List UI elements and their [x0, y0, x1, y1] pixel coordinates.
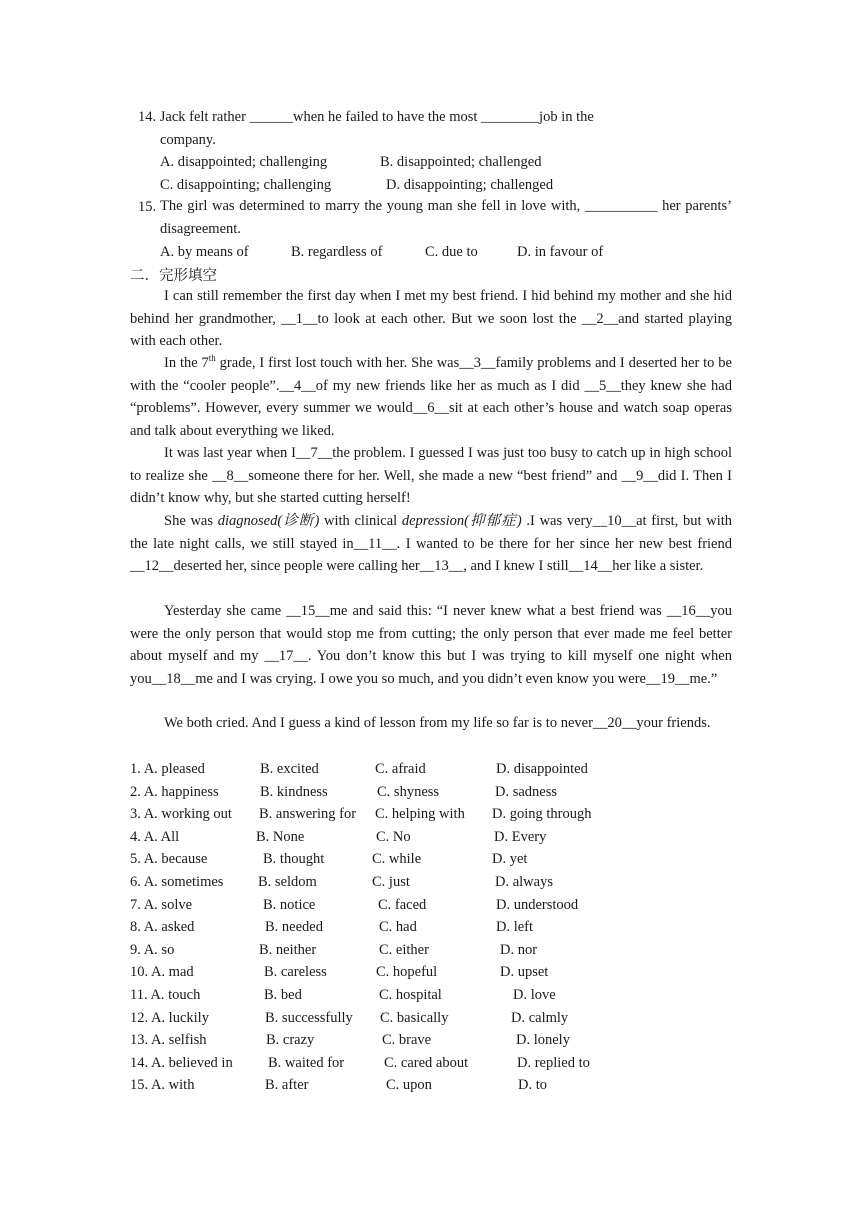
choice-option: 14. A. believed in: [130, 1054, 233, 1071]
choice-option: 6. A. sometimes: [130, 874, 224, 890]
choice-option: B. after: [265, 1077, 309, 1094]
choice-option: B. careless: [264, 964, 327, 981]
q14-stem-line1: 14. Jack felt rather ______when he failed to have the most ________job in the: [138, 109, 594, 125]
choice-option: C. had: [379, 919, 417, 936]
choice-row: [130, 851, 730, 873]
passage-paragraph-5: Yesterday she came __15__me and said this: “I never knew what a best friend was __16__you were the only person that would stop me from cutting; the only person that ever made me feel better about myself and my __17__. You don’t know this but I was trying to kill myself one night when you__18__me and I was crying. I owe you so much, and you didn’t even know you were__19__me.”: [130, 603, 732, 687]
choice-option: 9. A. so: [130, 941, 175, 958]
q15-option-b: B. regardless of: [291, 244, 383, 260]
choice-option: D. sadness: [495, 783, 558, 800]
q15-number: 15.: [138, 199, 157, 215]
choice-option: 7. A. solve: [130, 896, 193, 913]
q14-stem-line2: company.: [160, 132, 216, 148]
choice-option: B. seldom: [258, 874, 317, 890]
choice-option: 1. A. pleased: [130, 761, 205, 777]
choice-option: 11. A. touch: [130, 987, 201, 1003]
choice-option: D. calmly: [511, 1009, 569, 1026]
choice-row: [130, 1055, 730, 1077]
choice-option: D. always: [495, 874, 553, 890]
passage-paragraph-1: I can still remember the first day when I met my best friend. I hid behind my mother and she hid behind her grandmother, __1__to look at each other. But we soon lost the __2__and started playing with each other.: [130, 288, 732, 349]
choice-option: B. answering for: [259, 806, 357, 823]
choice-option: D. lonely: [516, 1032, 570, 1049]
choice-option: C. afraid: [375, 761, 426, 777]
choice-option: C. just: [372, 874, 410, 890]
choice-option: C. faced: [378, 896, 427, 913]
choice-option: C. while: [372, 851, 422, 868]
choice-option: 13. A. selfish: [130, 1032, 207, 1049]
choice-option: C. upon: [386, 1077, 432, 1094]
choice-row: [130, 987, 730, 1009]
choice-option: 3. A. working out: [130, 806, 232, 823]
choice-row: [130, 1077, 730, 1099]
choice-option: B. neither: [259, 941, 317, 958]
choice-option: D. yet: [492, 851, 528, 868]
choice-option: C. brave: [382, 1032, 432, 1049]
choice-option: B. notice: [263, 896, 316, 913]
choice-option: B. waited for: [268, 1054, 345, 1071]
q14-option-a: A. disappointed; challenging: [160, 154, 328, 170]
choice-option: D. replied to: [517, 1054, 590, 1071]
choice-row: [130, 761, 730, 783]
choice-option: C. either: [379, 941, 429, 958]
choice-option: B. None: [256, 828, 305, 845]
choice-option: 8. A. asked: [130, 919, 195, 936]
section-heading: 二．完形填空: [130, 268, 217, 284]
choice-row: [130, 1032, 730, 1054]
choice-row: [130, 829, 730, 851]
choice-option: D. left: [496, 919, 534, 936]
passage-paragraph-6: We both cried. And I guess a kind of lesson from my life so far is to never__20__your friends.: [164, 715, 711, 731]
q14-option-b: B. disappointed; challenged: [380, 154, 542, 170]
choice-option: B. successfully: [265, 1009, 353, 1026]
choice-option: B. crazy: [266, 1032, 315, 1049]
passage-paragraph-2: In the 7th grade, I first lost touch with her. She was__3__family problems and I deserted her to be with the “cooler people”.__4__of my new friends like her as much as I did __5__they knew she had “problems”. However, every summer we would__6__sit at each other’s house and watch soap operas and talk about everything we liked.: [130, 353, 732, 439]
passage-paragraph-4: She was diagnosed(诊断) with clinical depression(抑郁症) .I was very__10__at first, but with the late night calls, we still stayed in__11__. I wanted to be there for her since her new best friend __12__deserted her, since people were calling her__13__, and I knew I still__14__her like a sister.: [130, 513, 732, 574]
choice-option: B. kindness: [260, 783, 328, 800]
q14-option-d: D. disappointing; challenged: [386, 177, 554, 193]
choice-row: [130, 919, 730, 941]
choice-option: 2. A. happiness: [130, 783, 219, 800]
choice-row: [130, 897, 730, 919]
choice-option: D. disappointed: [496, 761, 588, 777]
choice-row: [130, 942, 730, 964]
choice-option: 4. A. All: [130, 828, 180, 845]
choice-option: B. thought: [263, 851, 325, 868]
q15-stem: The girl was determined to marry the young man she fell in love with, __________ her parents’ disagreement.: [160, 198, 732, 237]
choice-option: 12. A. luckily: [130, 1009, 209, 1026]
choice-option: C. helping with: [375, 806, 465, 823]
choice-option: C. hospital: [379, 987, 442, 1003]
choice-option: C. basically: [380, 1009, 449, 1026]
choice-option: C. shyness: [377, 783, 440, 800]
choice-row: [130, 964, 730, 986]
choice-option: C. cared about: [384, 1054, 469, 1071]
choice-option: D. nor: [500, 941, 538, 958]
choice-option: D. to: [518, 1077, 547, 1094]
q15-option-a: A. by means of: [160, 244, 249, 260]
choice-option: B. needed: [265, 919, 323, 936]
passage-paragraph-3: It was last year when I__7__the problem. I guessed I was just too busy to catch up in high school to realize she __8__someone there for her. Well, she made a new “best friend” and __9__did I. Then I didn’t know why, but she started cutting herself!: [130, 445, 732, 506]
choice-row: [130, 874, 730, 896]
choice-row: [130, 806, 730, 828]
choice-option: D. Every: [494, 828, 547, 845]
choice-option: 15. A. with: [130, 1077, 195, 1094]
choice-option: D. understood: [496, 896, 579, 913]
choice-row: [130, 1010, 730, 1032]
choice-option: C. hopeful: [376, 964, 438, 981]
choice-option: B. excited: [260, 761, 319, 777]
choice-option: B. bed: [264, 987, 302, 1003]
choice-option: D. upset: [500, 964, 549, 981]
q15-option-c: C. due to: [425, 244, 478, 260]
choice-option: C. No: [376, 828, 411, 845]
choice-option: 10. A. mad: [130, 964, 194, 981]
q15-option-d: D. in favour of: [517, 244, 604, 260]
choice-option: 5. A. because: [130, 851, 208, 868]
choice-option: D. love: [513, 987, 556, 1003]
choice-option: D. going through: [492, 806, 592, 823]
q14-option-c: C. disappointing; challenging: [160, 177, 332, 193]
choice-row: [130, 784, 730, 806]
